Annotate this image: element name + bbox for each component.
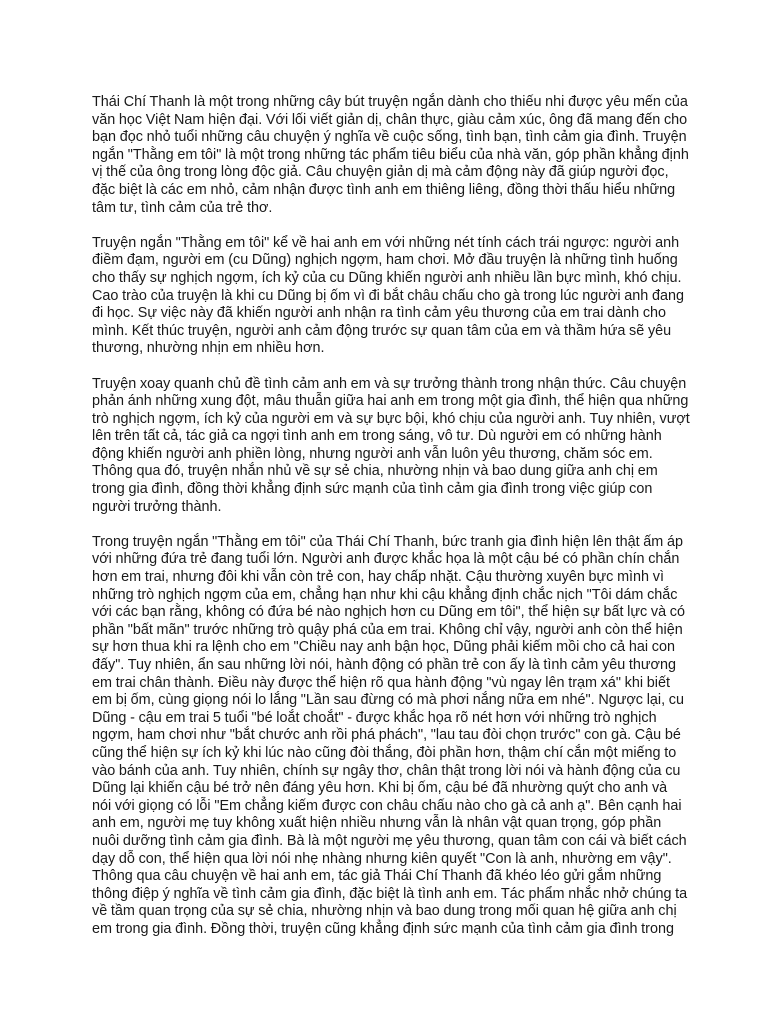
paragraph-intro: Thái Chí Thanh là một trong những cây bút truyện ngắn dành cho thiếu nhi được yêu mến của văn học Việt Nam hiện đại. Với lối viết giản dị, chân thực, giàu cảm xúc, ông đã mang đến cho bạn đọc nhỏ tuổi những câu chuyện ý nghĩa về cuộc sống, tình bạn, tình cảm gia đình. Truyện ngắn "Thằng em tôi" là một trong những tác phẩm tiêu biểu của nhà văn, góp phần khẳng định vị thế của ông trong lòng độc giả. Câu chuyện giản dị mà cảm động này đã giúp người đọc, đặc biệt là các em nhỏ, cảm nhận được tình anh em thiêng liêng, đồng thời thấu hiểu những tâm tư, tình cảm của trẻ thơ.: [92, 94, 689, 216]
paragraph-character-analysis: Trong truyện ngắn "Thằng em tôi" của Thái Chí Thanh, bức tranh gia đình hiện lên thật ấm áp với những đứa trẻ đang tuổi lớn. Người anh được khắc họa là một cậu bé có phần chín chắn hơn em trai, nhưng đôi khi vẫn còn trẻ con, hay chấp nhặt. Cậu thường xuyên bực mình vì những trò nghịch ngợm của em, chẳng hạn như khi cậu khẳng định chắc nịch "Tôi dám chắc với các bạn rằng, không có đứa bé nào nghịch hơn cu Dũng em tôi", thể hiện sự bất lực và có phần "bất mãn" trước những trò quậy phá của em trai. Không chỉ vậy, người anh còn thể hiện sự hơn thua khi ra lệnh cho em "Chiều nay anh bận học, Dũng phải kiếm mồi cho cả hai con đấy". Tuy nhiên, ẩn sau những lời nói, hành động có phần trẻ con ấy là tình cảm yêu thương em trai chân thành. Điều này được thể hiện rõ qua hành động "vù ngay lên trạm xá" khi biết em bị ốm, cùng giọng nói lo lắng "Lần sau đừng có mà phơi nắng nữa em nhé". Ngược lại, cu Dũng - cậu em trai 5 tuổi "bé loắt choắt" - được khắc họa rõ nét hơn với những trò nghịch ngợm, ham chơi như "bắt chước anh rồi phá phách", "lau tau đòi chọn trước" con gà. Cậu bé cũng thể hiện sự ích kỷ khi lúc nào cũng đòi thắng, đòi phần hơn, thậm chí cắn một miếng to vào bánh của anh. Tuy nhiên, chính sự ngây thơ, chân thật trong lời nói và hành động của cu Dũng lại khiến cậu bé trở nên đáng yêu hơn. Khi bị ốm, cậu bé đã nhường quýt cho anh và nói với giọng có lỗi "Em chẳng kiếm được con châu chấu nào cho gà cả anh ạ". Bên cạnh hai anh em, người mẹ tuy không xuất hiện nhiều nhưng vẫn là nhân vật quan trọng, góp phần nuôi dưỡng tình cảm gia đình. Bà là một người mẹ yêu thương, quan tâm con cái và biết cách dạy dỗ con, thể hiện qua lời nói nhẹ nhàng nhưng kiên quyết "Con là anh, nhường em vậy". Thông qua câu chuyện về hai anh em, tác giả Thái Chí Thanh đã khéo léo gửi gắm những thông điệp ý nghĩa về tình cảm gia đình, đặc biệt là tình anh em. Tác phẩm nhắc nhở chúng ta về tầm quan trọng của sự sẻ chia, nhường nhịn và bao dung trong mối quan hệ giữa anh chị em trong gia đình. Đồng thời, truyện cũng khẳng định sức mạnh của tình cảm gia đình trong: [92, 533, 688, 937]
paragraph-plot-summary: Truyện ngắn "Thằng em tôi" kể về hai anh em với những nét tính cách trái ngược: người anh điềm đạm, người em (cu Dũng) nghịch ngợm, ham chơi. Mở đầu truyện là những tình huống cho thấy sự nghịch ngợm, ích kỷ của cu Dũng khiến người anh nhiều lần bực mình, khó chịu. Cao trào của truyện là khi cu Dũng bị ốm vì đi bắt châu chấu cho gà trong lúc người anh đang đi học. Sự việc này đã khiến người anh nhận ra tình cảm yêu thương của em trai dành cho mình. Kết thúc truyện, người anh cảm động trước sự quan tâm của em và thầm hứa sẽ yêu thương, nhường nhịn em nhiều hơn.: [92, 234, 684, 357]
essay-body: [92, 94, 690, 939]
paragraph-theme: Truyện xoay quanh chủ đề tình cảm anh em và sự trưởng thành trong nhận thức. Câu chuyện phản ánh những xung đột, mâu thuẫn giữa hai anh em trong một gia đình, thể hiện qua những trò nghịch ngợm, ích kỷ của người em và sự bực bội, khó chịu của người anh. Tuy nhiên, vượt lên trên tất cả, tác giả ca ngợi tình anh em trong sáng, vô tư. Dù người em có những hành động khiến người anh phiền lòng, nhưng người anh vẫn luôn yêu thương, chăm sóc em. Thông qua đó, truyện nhắn nhủ về sự sẻ chia, nhường nhịn và bao dung giữa anh chị em trong gia đình, đồng thời khẳng định sức mạnh của tình cảm gia đình trong việc giúp con người trưởng thành.: [92, 375, 690, 515]
